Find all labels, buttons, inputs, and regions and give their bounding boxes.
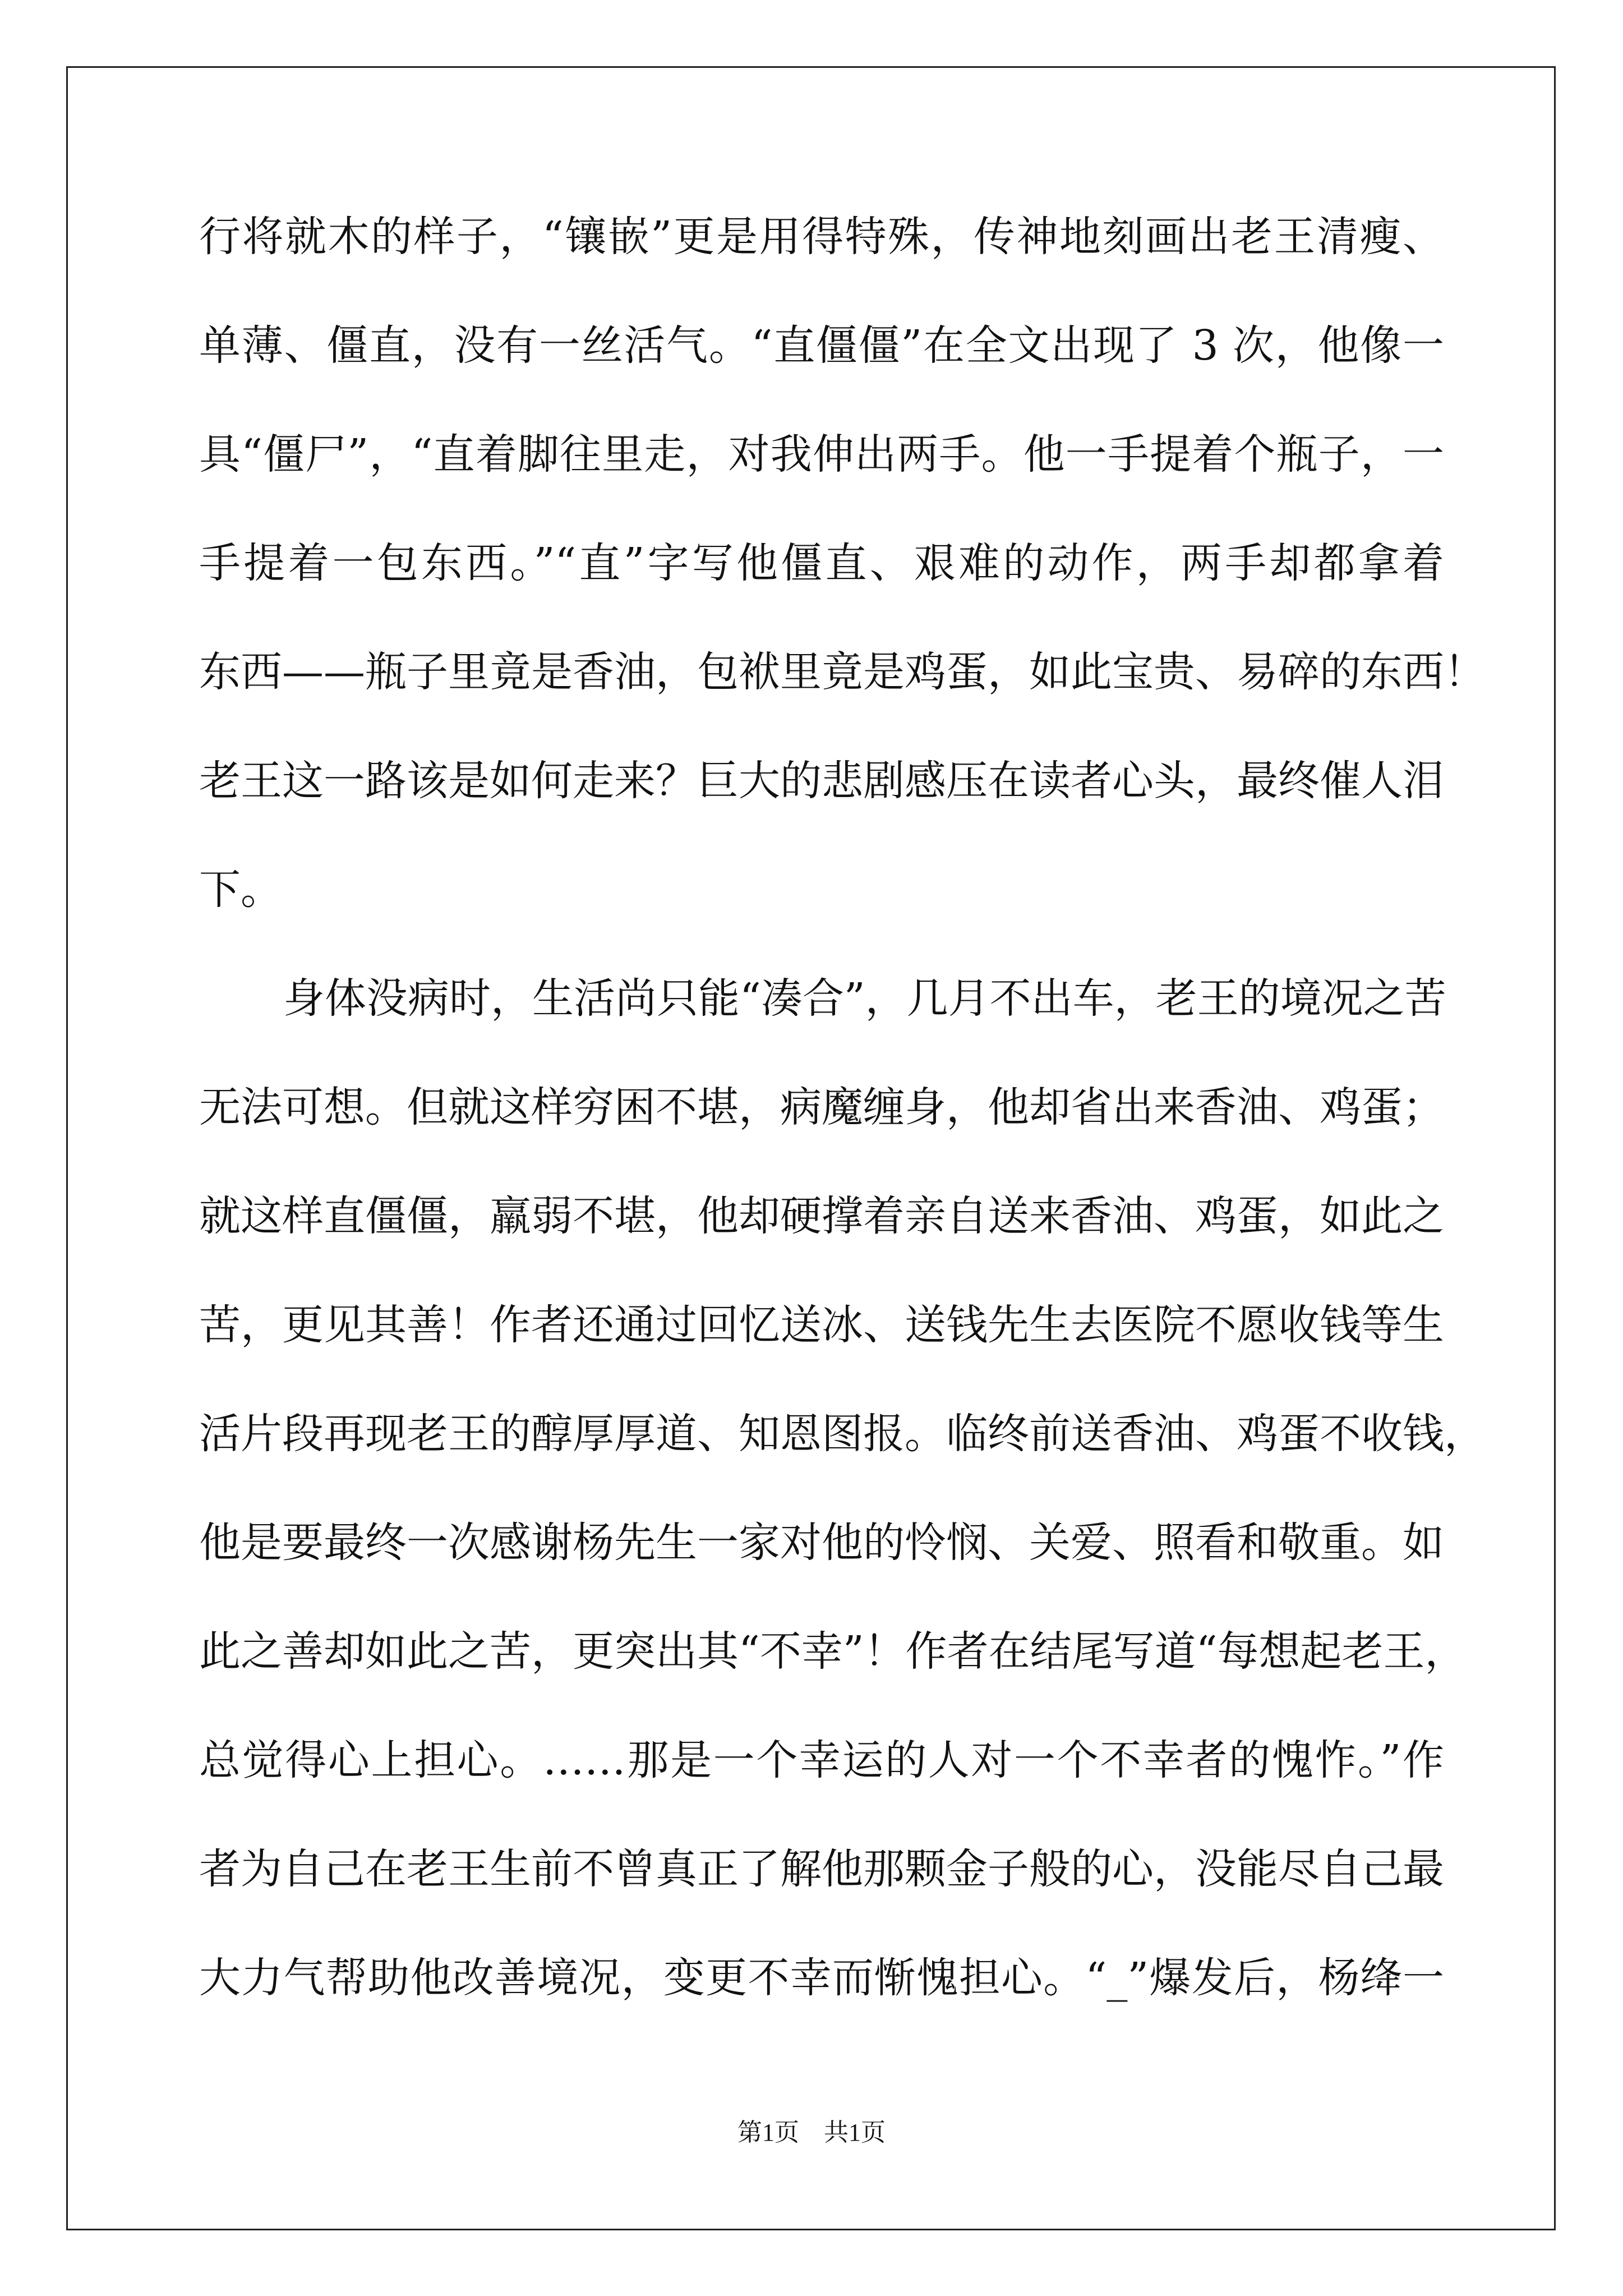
body-text (199, 182, 1486, 2032)
text-line: 他是要最终一次感谢杨先生一家对他的怜悯、关爱、照看和敬重。如 (199, 1519, 1444, 1567)
text-line: 总觉得心上担心。……那是一个幸运的人对一个不幸者的愧怍。”作 (199, 1736, 1444, 1784)
text-line-indented: 身体没病时，生活尚只能“凑合”，几月不出车，老王的境况之苦 (283, 974, 1446, 1023)
text-line: 活片段再现老王的醇厚厚道、知恩图报。临终前送香油、鸡蛋不收钱， (199, 1410, 1486, 1458)
text-line: 苦，更见其善！作者还通过回忆送冰、送钱先生去医院不愿收钱等生 (199, 1301, 1444, 1349)
text-line: 者为自己在老王生前不曾真正了解他那颗金子般的心，没能尽自己最 (199, 1845, 1444, 1893)
page-footer: 第1页 共1页 (737, 2119, 886, 2146)
text-line: 行将就木的样子，“镶嵌”更是用得特殊，传神地刻画出老王清瘦、 (199, 213, 1444, 261)
text-line: 手提着一包东西。”“直”字写他僵直、艰难的动作，两手却都拿着 (199, 539, 1444, 587)
text-line: 大力气帮助他改善境况，变更不幸而惭愧担心。“_”爆发后，杨绛一 (199, 1954, 1444, 2002)
text-line: 此之善却如此之苦，更突出其“不幸”！作者在结尾写道“每想起老王， (199, 1627, 1467, 1676)
text-line: 下。 (199, 866, 282, 914)
text-line: 单薄、僵直，没有一丝活气。“直僵僵”在全文出现了 3 次，他像一 (199, 321, 1444, 370)
text-line: 东西——瓶子里竟是香油，包袱里竟是鸡蛋，如此宝贵、易碎的东西！ (199, 648, 1486, 696)
text-line: 就这样直僵僵，羸弱不堪，他却硬撑着亲自送来香油、鸡蛋，如此之 (199, 1192, 1444, 1240)
text-line: 无法可想。但就这样穷困不堪，病魔缠身，他却省出来香油、鸡蛋； (199, 1083, 1444, 1131)
text-line: 老王这一路该是如何走来？巨大的悲剧感压在读者心头，最终催人泪 (199, 757, 1444, 805)
text-line: 具“僵尸”，“直着脚往里走，对我伸出两手。他一手提着个瓶子，一 (199, 430, 1444, 478)
